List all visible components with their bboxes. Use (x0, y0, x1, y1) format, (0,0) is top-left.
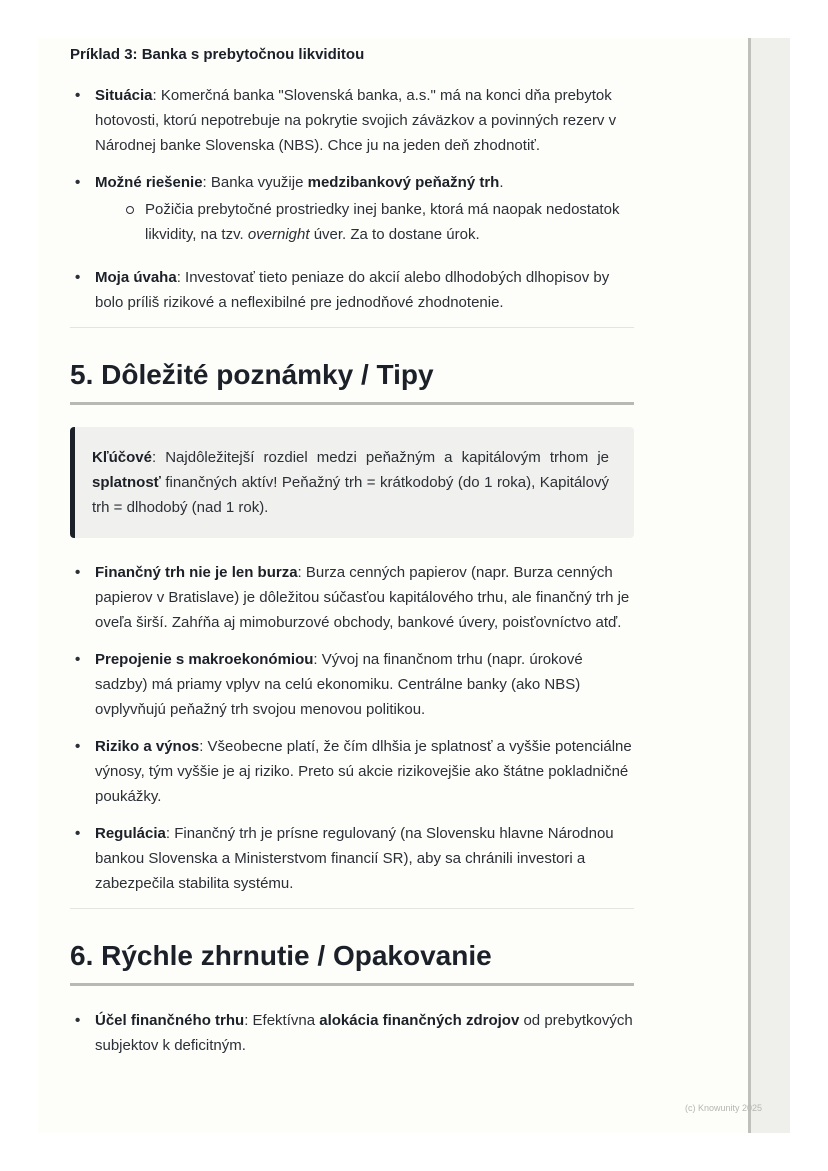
example-list (70, 83, 634, 315)
key-note-callout: Kľúčové: Najdôležitejší rozdiel medzi peňažným a kapitálovým trhom je splatnosť finančných aktív! Peňažný trh = krátkodobý (do 1 roka), Kapitálový trh = dlhodobý (nad 1 rok). (70, 427, 634, 538)
sub-list-item: Požičia prebytočné prostriedky inej banke, ktorá má naopak nedostatok likvidity, na tzv. overnight úver. Za to dostane úrok. (120, 197, 634, 247)
summary-list (70, 1008, 634, 1058)
divider (70, 327, 634, 328)
tips-list (70, 560, 634, 896)
divider (70, 908, 634, 909)
list-item: • Účel finančného trhu: Efektívna alokácia finančných zdrojov od prebytkových subjektov k deficitným. (70, 1008, 634, 1058)
list-item: • Riziko a výnos: Všeobecne platí, že čím dlhšia je splatnosť a vyššie potenciálne výnosy, tým vyššie je aj riziko. Preto sú akcie rizikovejšie ako štátne pokladničné poukážky. (70, 734, 634, 809)
document-content (70, 42, 634, 1070)
list-item: • Moja úvaha: Investovať tieto peniaze do akcií alebo dlhodobých dlhopisov by bolo príliš rizikové a neflexibilné pre jednodňové zhodnotenie. (70, 265, 634, 315)
list-item: • Možné riešenie: Banka využije medzibankový peňažný trh. Požičia prebytočné prostriedky inej banke, ktorá má naopak nedostatok likvidity, na tzv. overnight úver. Za to dostane úrok. (70, 170, 634, 247)
copyright-footer: (c) Knowunity 2025 (685, 1103, 763, 1113)
list-item: • Prepojenie s makroekonómiou: Vývoj na finančnom trhu (napr. úrokové sadzby) má priamy vplyv na celú ekonomiku. Centrálne banky (ako NBS) ovplyvňujú peňažný trh svojou menovou politikou. (70, 647, 634, 722)
list-item: • Finančný trh nie je len burza: Burza cenných papierov (napr. Burza cenných papierov v Bratislave) je dôležitou súčasťou kapitálového trhu, ale finančný trh je oveľa širší. Zahŕňa aj mimoburzové obchody, bankové úvery, poisťovníctvo atď. (70, 560, 634, 635)
section-heading: 5. Dôležité poznámky / Tipy (70, 358, 634, 405)
section-heading: 6. Rýchle zhrnutie / Opakovanie (70, 939, 634, 986)
scrollbar-track[interactable] (748, 38, 790, 1133)
list-item: • Regulácia: Finančný trh je prísne regulovaný (na Slovensku hlavne Národnou bankou Slovenska a Ministerstvom financií SR), aby sa chránili investori a zabezpečila stabilita systému. (70, 821, 634, 896)
list-item: • Situácia: Komerčná banka "Slovenská banka, a.s." má na konci dňa prebytok hotovosti, ktorú nepotrebuje na pokrytie svojich záväzkov a povinných rezerv v Národnej banke Slovenska (NBS). Chce ju na jeden deň zhodnotiť. (70, 83, 634, 158)
example-title: Príklad 3: Banka s prebytočnou likviditou (70, 46, 365, 63)
